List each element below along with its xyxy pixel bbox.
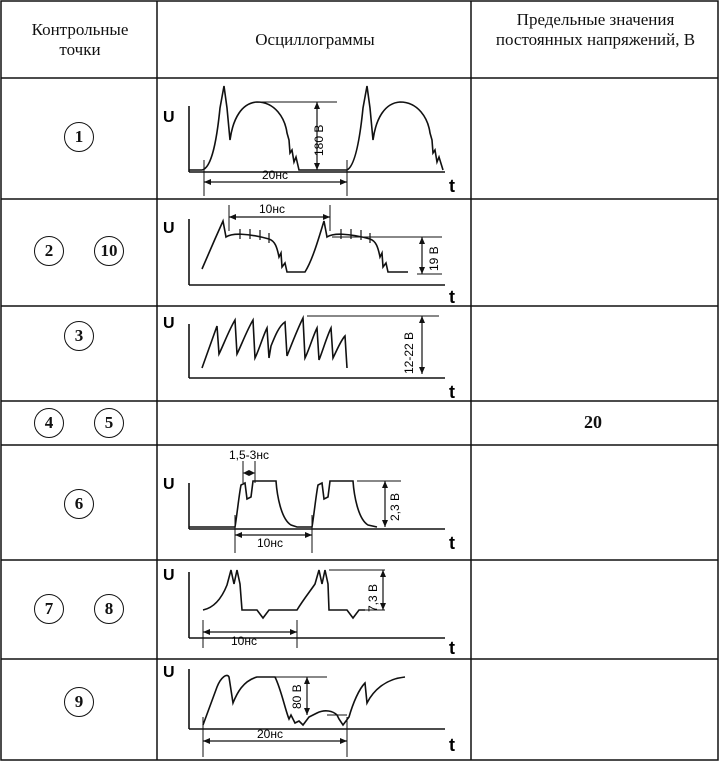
u-axis-label: U xyxy=(163,664,175,681)
point-3: 3 xyxy=(64,321,94,351)
oscillogram-row-2 xyxy=(157,199,471,306)
waveform-trace xyxy=(202,318,347,368)
header-waveforms: Осциллограммы xyxy=(255,30,375,49)
u-axis-label: U xyxy=(163,315,175,332)
t-axis-label: t xyxy=(449,176,455,196)
oscillogram-row-9 xyxy=(157,659,471,760)
point-2: 2 xyxy=(34,236,64,266)
period-label: 10нс xyxy=(259,202,285,216)
pulse-width-label: 1,5-3нс xyxy=(229,448,269,462)
point-1: 1 xyxy=(64,122,94,152)
header-limits: Предельные значения постоянных напряжений, В xyxy=(495,10,696,49)
waveform-trace xyxy=(189,481,377,527)
point-5: 5 xyxy=(94,408,124,438)
u-axis-label: U xyxy=(163,567,175,584)
u-axis-label: U xyxy=(163,476,175,493)
waveform-trace xyxy=(203,570,365,618)
t-axis-label: t xyxy=(449,533,455,553)
header-points: Контрольные точки xyxy=(31,20,129,59)
point-10: 10 xyxy=(94,236,124,266)
amplitude-label: 80 В xyxy=(290,684,304,709)
point-8: 8 xyxy=(94,594,124,624)
oscillogram-row-1 xyxy=(157,78,471,199)
waveform-trace xyxy=(202,221,408,272)
t-axis-label: t xyxy=(449,735,455,755)
oscillogram-row-3 xyxy=(157,306,471,401)
point-7: 7 xyxy=(34,594,64,624)
period-label: 10нс xyxy=(231,634,257,648)
amplitude-label: 19 В xyxy=(427,246,441,271)
period-label: 20нс xyxy=(262,168,288,182)
point-6: 6 xyxy=(64,489,94,519)
point-4: 4 xyxy=(34,408,64,438)
amplitude-label: 7,3 В xyxy=(366,583,380,612)
amplitude-label: 12-22 В xyxy=(402,331,416,374)
oscillogram-row-7-8 xyxy=(157,560,471,659)
t-axis-label: t xyxy=(449,382,455,401)
period-label: 10нс xyxy=(257,536,283,550)
t-axis-label: t xyxy=(449,638,455,658)
period-label: 20нс xyxy=(257,727,283,741)
u-axis-label: U xyxy=(163,109,175,126)
u-axis-label: U xyxy=(163,220,175,237)
t-axis-label: t xyxy=(449,287,455,306)
limit-value-4-5: 20 xyxy=(584,412,602,432)
point-9: 9 xyxy=(64,687,94,717)
amplitude-label: 180 В xyxy=(312,124,326,156)
oscillogram-row-6 xyxy=(157,445,471,560)
amplitude-label: 2,3 В xyxy=(388,492,402,521)
waveform-trace xyxy=(203,675,405,725)
